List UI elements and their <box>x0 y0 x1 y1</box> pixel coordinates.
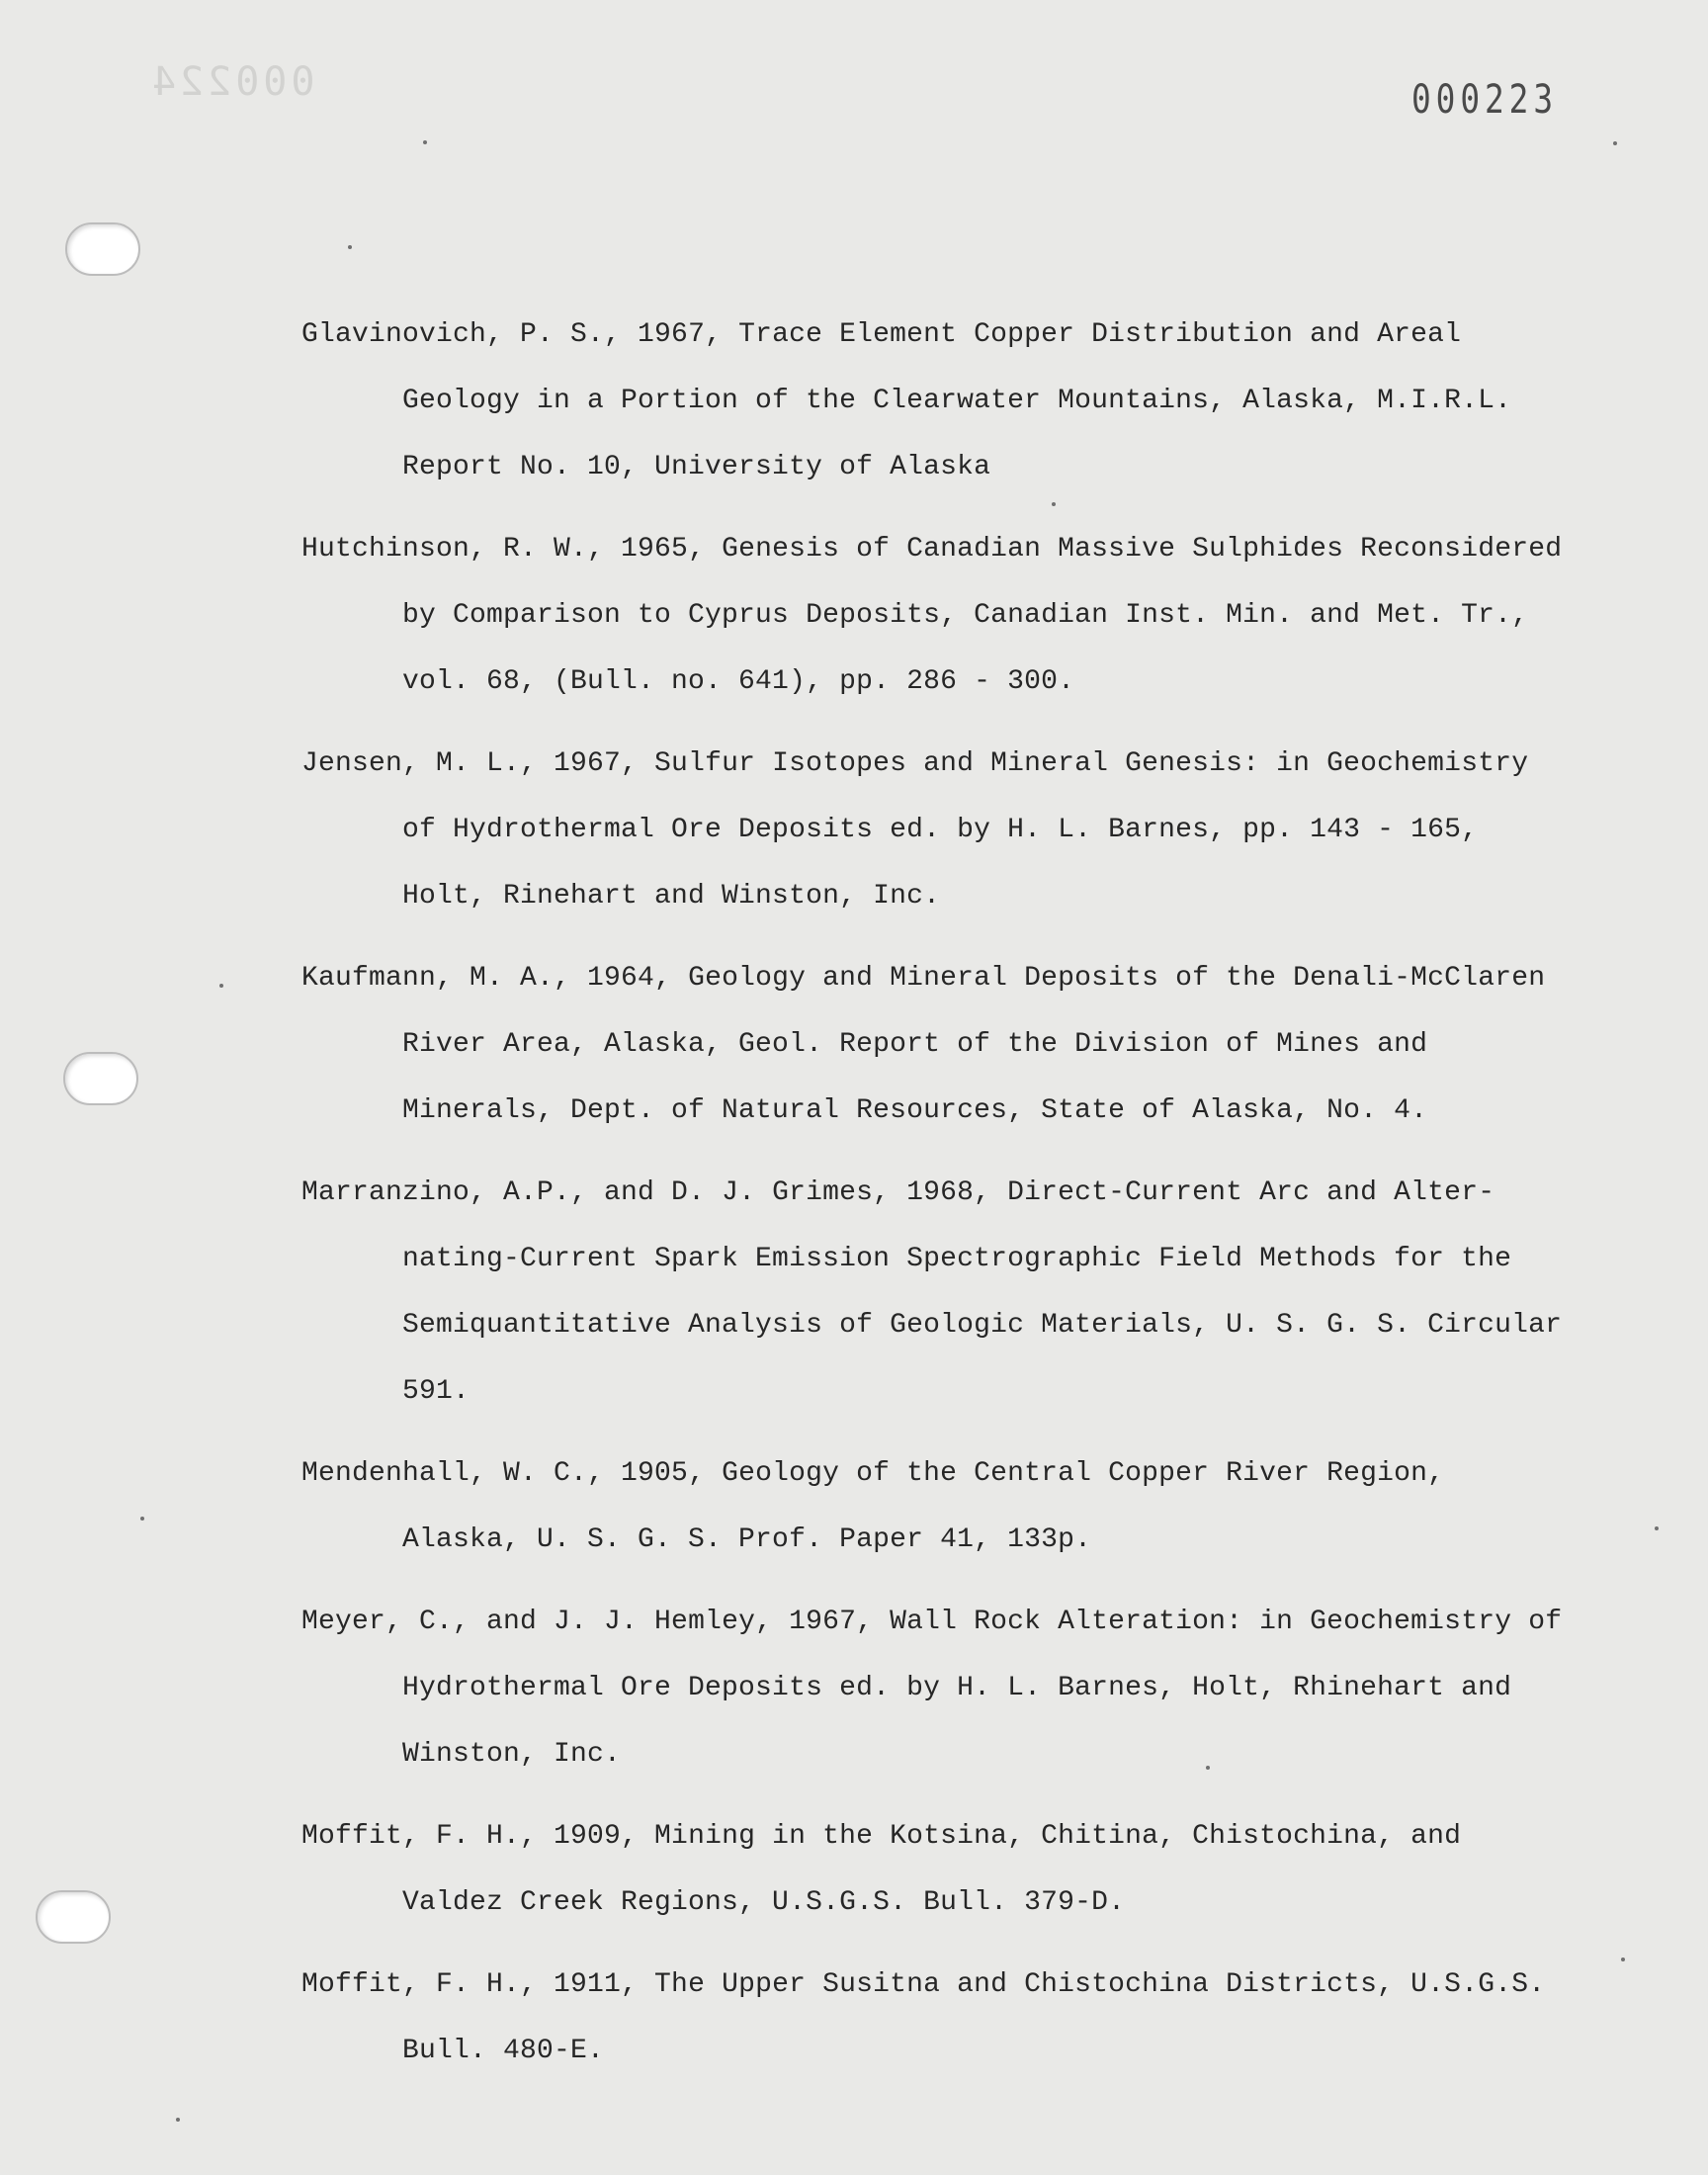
scan-speck <box>176 2118 180 2122</box>
reference-entry: Moffit, F. H., 1911, The Upper Susitna and Chistochina Districts, U.S.G.S. Bull. 480-E. <box>301 1969 1546 2066</box>
bleed-through-mark: 000224 <box>148 59 315 105</box>
reference-entry: Glavinovich, P. S., 1967, Trace Element Copper Distribution and Areal Geology in a Portion of the Clearwater Mountains, Alaska, M.I.R.L. Report No. 10, University of Alaska <box>301 319 1512 482</box>
reference-entry: Marranzino, A.P., and D. J. Grimes, 1968, Direct-Current Arc and Alter-nating-Current Spark Emission Spectrographic Field Methods for the Semiquantitative Analysis of Geologic Materials, U. S. G. S. Circular 591. <box>301 1177 1563 1407</box>
reference-entry: Mendenhall, W. C., 1905, Geology of the Central Copper River Region, Alaska, U. S. G. S. Prof. Paper 41, 133p. <box>301 1458 1445 1555</box>
punch-hole <box>36 1890 111 1944</box>
reference-entry: Kaufmann, M. A., 1964, Geology and Mineral Deposits of the Denali-McClaren River Area, Alaska, Geol. Report of the Division of Mines and Minerals, Dept. of Natural Resources, State of Alaska, No. 4. <box>301 963 1546 1126</box>
scan-speck <box>1613 141 1617 145</box>
reference-entry: Meyer, C., and J. J. Hemley, 1967, Wall Rock Alteration: in Geochemistry of Hydrothermal Ore Deposits ed. by H. L. Barnes, Holt, Rhinehart and Winston, Inc. <box>301 1607 1563 1770</box>
punch-hole <box>63 1052 138 1105</box>
scan-speck <box>1655 1526 1659 1530</box>
punch-hole <box>65 222 140 276</box>
reference-entry: Hutchinson, R. W., 1965, Genesis of Canadian Massive Sulphides Reconsidered by Comparison to Cyprus Deposits, Canadian Inst. Min. and Met. Tr., vol. 68, (Bull. no. 641), pp. 286 - 300. <box>301 534 1563 697</box>
scan-speck <box>423 140 427 144</box>
page-number: 000223 <box>1411 77 1559 123</box>
scan-speck <box>140 1517 144 1521</box>
scan-speck <box>1621 1958 1625 1961</box>
reference-list <box>301 302 1577 2100</box>
scan-speck <box>348 245 352 249</box>
reference-entry: Jensen, M. L., 1967, Sulfur Isotopes and Mineral Genesis: in Geochemistry of Hydrothermal Ore Deposits ed. by H. L. Barnes, pp. 143 - 165, Holt, Rinehart and Winston, Inc. <box>301 748 1529 912</box>
reference-entry: Moffit, F. H., 1909, Mining in the Kotsina, Chitina, Chistochina, and Valdez Creek Regions, U.S.G.S. Bull. 379-D. <box>301 1821 1462 1918</box>
scan-speck <box>219 984 223 988</box>
